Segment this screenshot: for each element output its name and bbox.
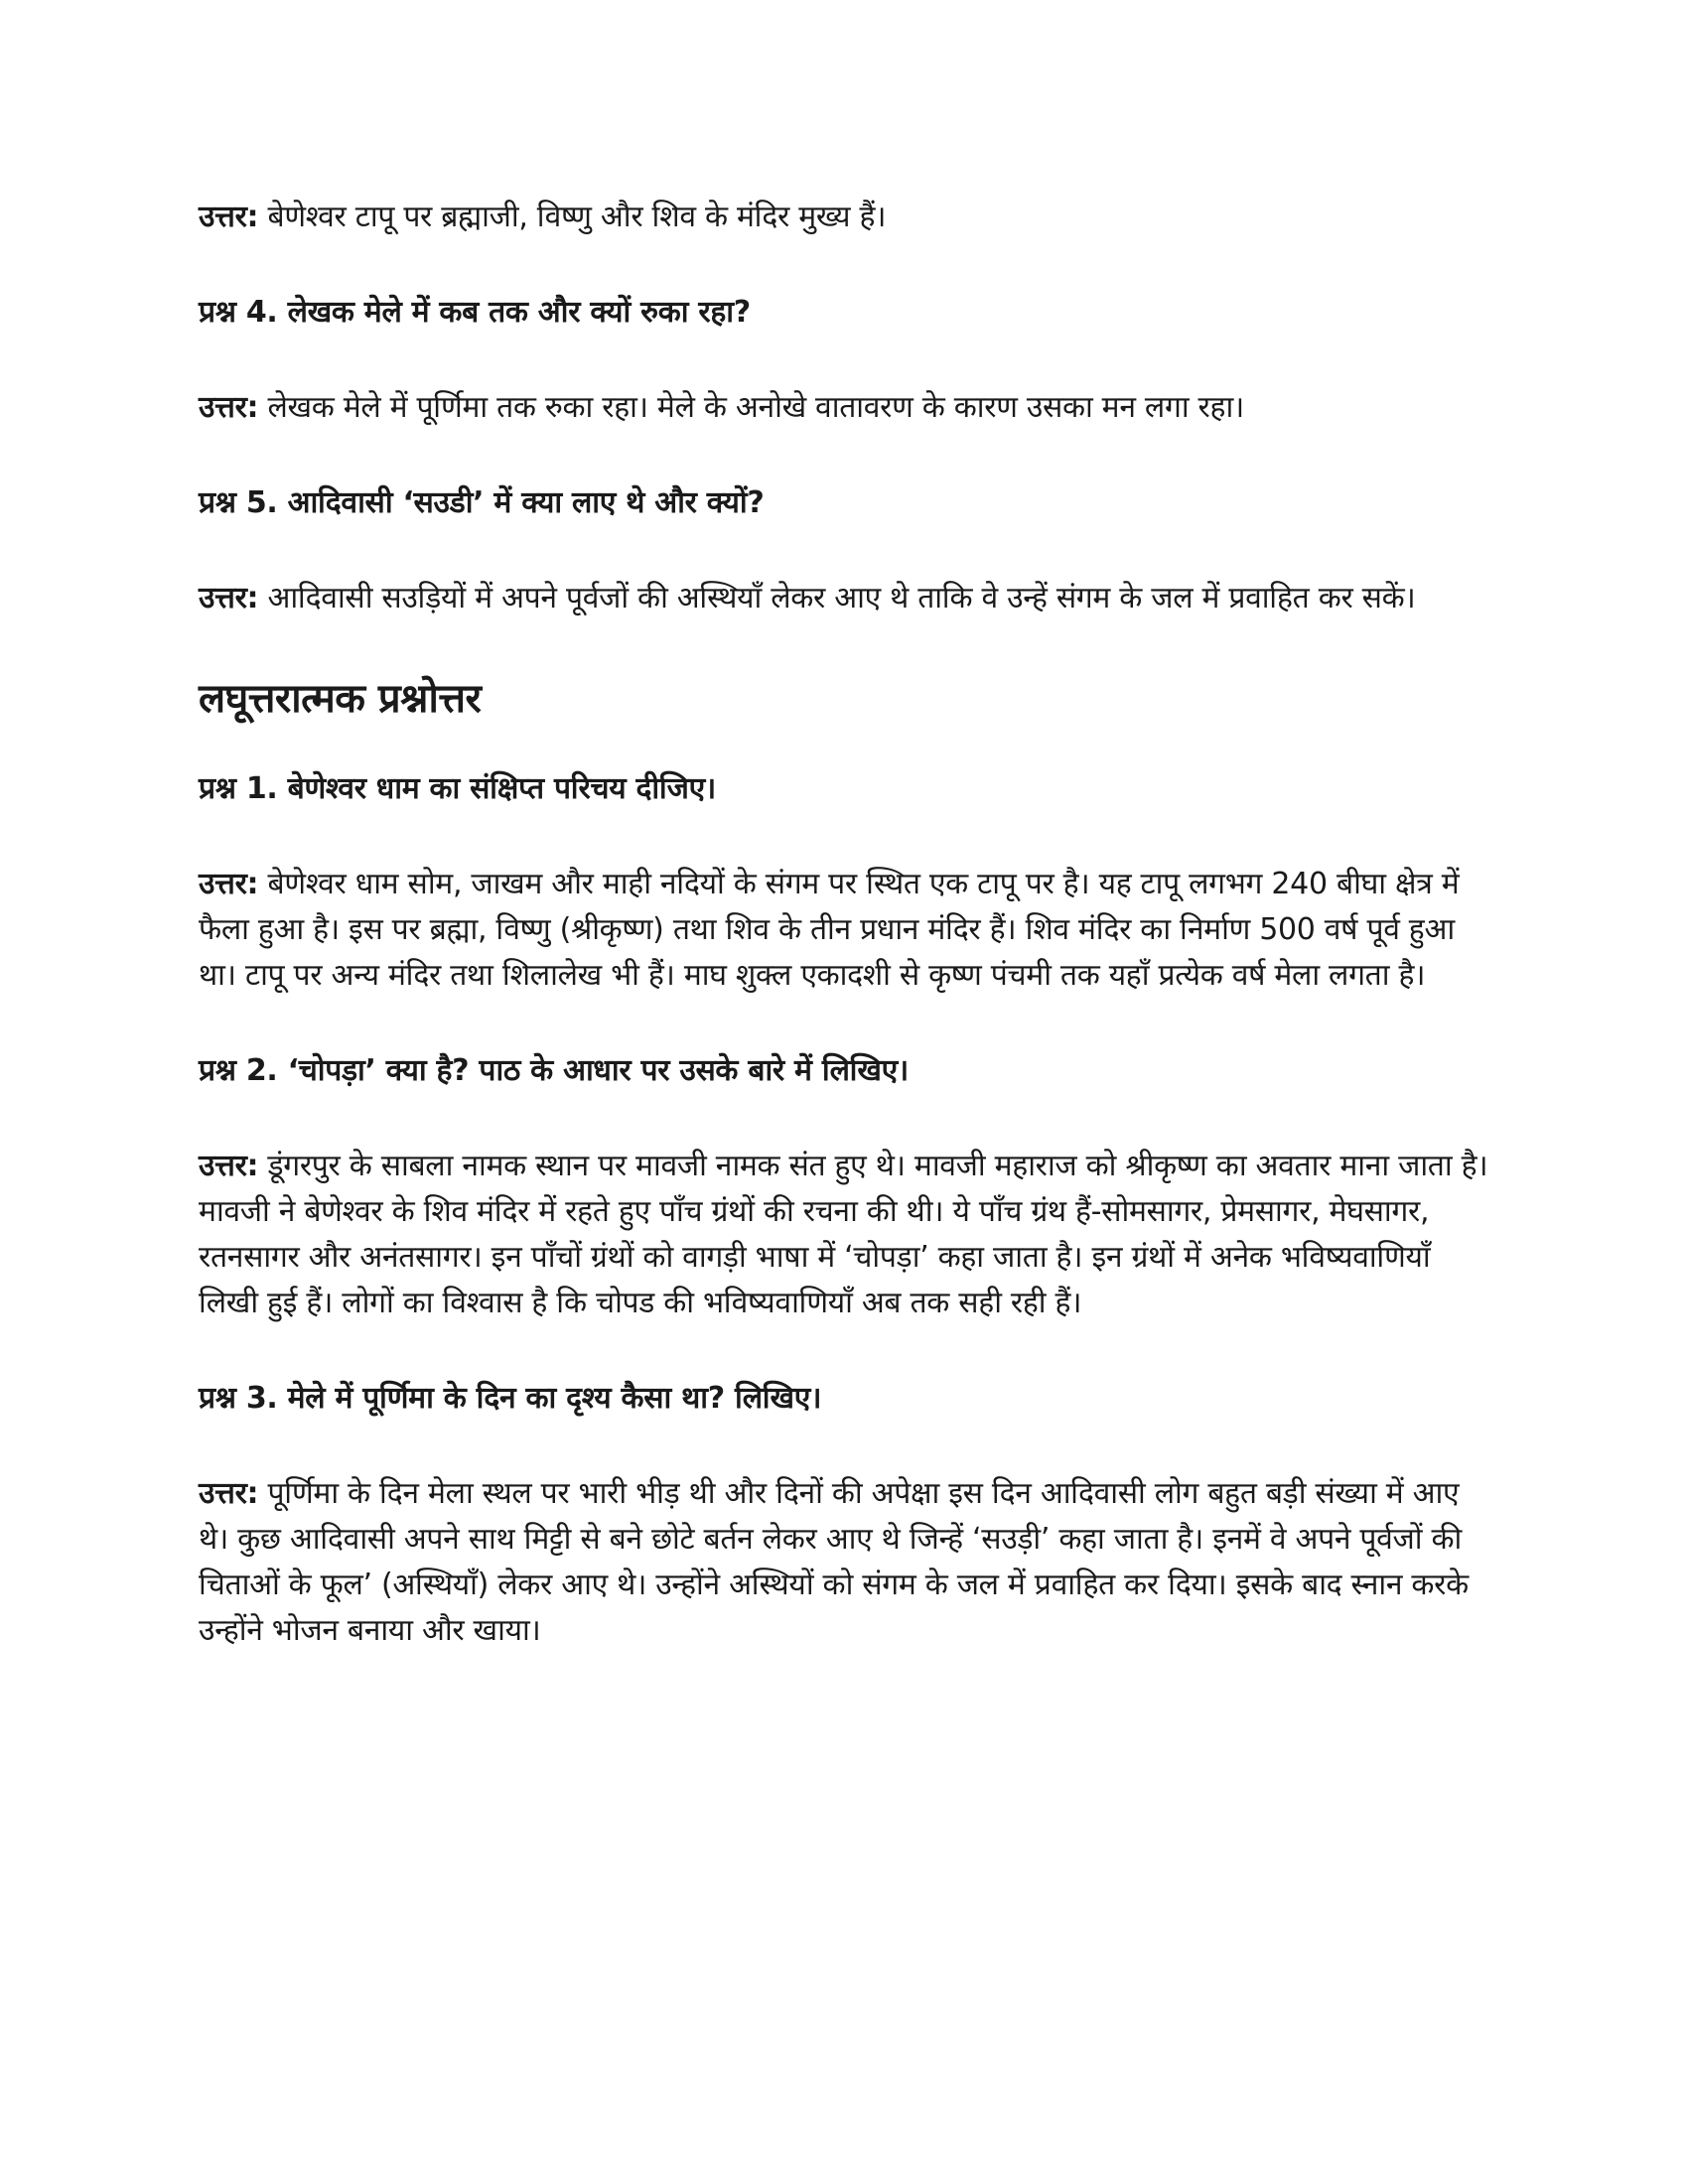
document-page: [199, 195, 1489, 1704]
section-heading: लघूत्तरात्मक प्रश्नोत्तर: [199, 676, 482, 722]
answer-label: उत्तर:: [199, 581, 259, 615]
answer-label: उत्तर:: [199, 867, 259, 901]
answer-paragraph: [199, 385, 1489, 431]
question-heading: प्रश्न 1. बेणेश्वर धाम का संक्षिप्त परिचय दीजिए।: [199, 771, 716, 806]
answer-text: आदिवासी सउड़ियों में अपने पूर्वजों की अस्थियाँ लेकर आए थे ताकि वे उन्हें संगम के जल में प्रवाहित कर सकें।: [267, 581, 1416, 615]
answer-label: उत्तर:: [199, 1149, 259, 1183]
answer-text: पूर्णिमा के दिन मेला स्थल पर भारी भीड़ थी और दिनों की अपेक्षा इस दिन आदिवासी लोग बहुत बड़ी संख्या में आए थे। कुछ आदिवासी अपने साथ मिट्टी से बने छोटे बर्तन लेकर आए थे जिन्हें ‘सउड़ी’ कहा जाता है। इनमें वे अपने पूर्वजों की चिताओं के फूल’ (अस्थियाँ) लेकर आए थे। उन्होंने अस्थियों को संगम के जल में प्रवाहित कर दिया। इसके बाद स्नान करके उन्होंने भोजन बनाया और खाया।: [199, 1476, 1469, 1648]
question-heading: प्रश्न 4. लेखक मेले में कब तक और क्यों रुका रहा?: [199, 295, 751, 330]
question-heading: प्रश्न 5. आदिवासी ‘सउडी’ में क्या लाए थे और क्यों?: [199, 485, 765, 520]
answer-paragraph: [199, 1144, 1489, 1326]
question-heading: प्रश्न 3. मेले में पूर्णिमा के दिन का दृश्य कैसा था? लिखिए।: [199, 1381, 822, 1416]
answer-label: उत्तर:: [199, 200, 259, 234]
answer-paragraph: [199, 1471, 1489, 1654]
answer-paragraph: [199, 576, 1489, 621]
question-heading: प्रश्न 2. ‘चोपड़ा’ क्या है? पाठ के आधार पर उसके बारे में लिखिए।: [199, 1053, 909, 1088]
answer-text: बेणेश्वर धाम सोम, जाखम और माही नदियों के संगम पर स्थित एक टापू पर है। यह टापू लगभग 240 बीघा क्षेत्र में फैला हुआ है। इस पर ब्रह्मा, विष्णु (श्रीकृष्ण) तथा शिव के तीन प्रधान मंदिर हैं। शिव मंदिर का निर्माण 500 वर्ष पूर्व हुआ था। टापू पर अन्य मंदिर तथा शिलालेख भी हैं। माघ शुक्ल एकादशी से कृष्ण पंचमी तक यहाँ प्रत्येक वर्ष मेला लगता है।: [199, 867, 1460, 993]
answer-paragraph: [199, 195, 1489, 240]
answer-text: लेखक मेले में पूर्णिमा तक रुका रहा। मेले के अनोखे वातावरण के कारण उसका मन लगा रहा।: [267, 390, 1244, 425]
answer-paragraph: [199, 862, 1489, 999]
answer-label: उत्तर:: [199, 1476, 259, 1511]
answer-text: डूंगरपुर के साबला नामक स्थान पर मावजी नामक संत हुए थे। मावजी महाराज को श्रीकृष्ण का अवतार माना जाता है। मावजी ने बेणेश्वर के शिव मंदिर में रहते हुए पाँच ग्रंथों की रचना की थी। ये पाँच ग्रंथ हैं-सोमसागर, प्रेमसागर, मेघसागर, रतनसागर और अनंतसागर। इन पाँचों ग्रंथों को वागड़ी भाषा में ‘चोपड़ा’ कहा जाता है। इन ग्रंथों में अनेक भविष्यवाणियाँ लिखी हुई हैं। लोगों का विश्वास है कि चोपड की भविष्यवाणियाँ अब तक सही रही हैं।: [199, 1149, 1488, 1320]
answer-label: उत्तर:: [199, 390, 259, 425]
answer-text: बेणेश्वर टापू पर ब्रह्माजी, विष्णु और शिव के मंदिर मुख्य हैं।: [267, 200, 887, 234]
